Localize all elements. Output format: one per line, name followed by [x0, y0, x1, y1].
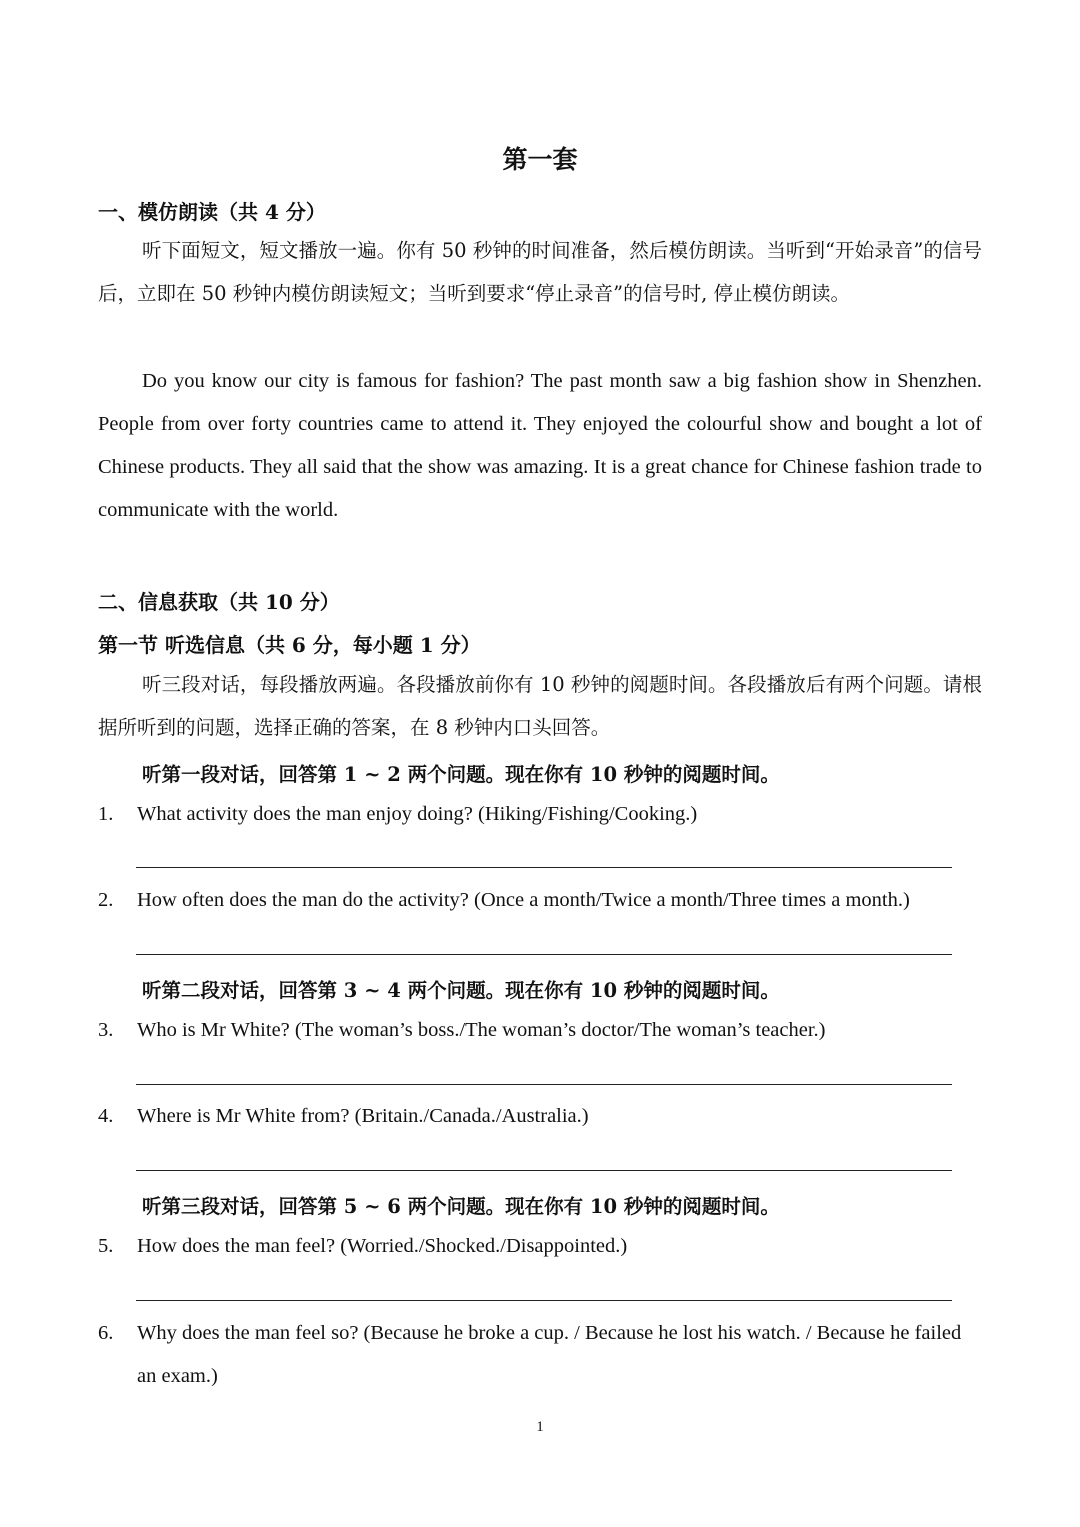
question-number: 2. — [98, 889, 114, 911]
section2-instructions: 听三段对话，每段播放两遍。各段播放前你有 10 秒钟的阅题时间。各段播放后有两个问题。请根据所听到的问题，选择正确的答案，在 8 秒钟内口头回答。 — [98, 673, 982, 739]
answer-line-3 — [136, 1084, 952, 1085]
section1-heading: 一、模仿朗读（共 4 分） — [98, 200, 326, 224]
dialogue-2-instruction: 听第二段对话，回答第 3 ~ 4 两个问题。现在你有 10 秒钟的阅题时间。 — [142, 979, 780, 1002]
part1-heading: 第一节 听选信息（共 6 分，每小题 1 分） — [98, 633, 481, 657]
question-text: What activity does the man enjoy doing? (Hiking/Fishing/Cooking.) — [137, 803, 698, 825]
question-text: Where is Mr White from? (Britain./Canada./Australia.) — [137, 1105, 589, 1127]
answer-line-4 — [136, 1170, 952, 1171]
section1-instructions: 听下面短文，短文播放一遍。你有 50 秒钟的时间准备，然后模仿朗读。当听到“开始录音”的信号后，立即在 50 秒钟内模仿朗读短文；当听到要求“停止录音”的信号时, 停止模仿朗读。 — [98, 239, 982, 305]
question-4 — [98, 1095, 982, 1138]
question-2 — [98, 879, 982, 922]
dialogue-1-instruction: 听第一段对话，回答第 1 ~ 2 两个问题。现在你有 10 秒钟的阅题时间。 — [142, 763, 780, 786]
dialogue-3-instruction: 听第三段对话，回答第 5 ~ 6 两个问题。现在你有 10 秒钟的阅题时间。 — [142, 1195, 780, 1218]
question-text: Who is Mr White? (The woman’s boss./The woman’s doctor/The woman’s teacher.) — [137, 1019, 826, 1041]
question-number: 1. — [98, 803, 114, 825]
answer-line-5 — [136, 1300, 952, 1301]
question-text: How often does the man do the activity? (Once a month/Twice a month/Three times a month.) — [137, 889, 910, 911]
question-1 — [98, 793, 982, 836]
question-number: 4. — [98, 1105, 114, 1127]
page-number: 1 — [536, 1419, 544, 1435]
question-number: 6. — [98, 1322, 114, 1344]
page-title: 第一套 — [502, 145, 578, 174]
question-number: 5. — [98, 1235, 114, 1257]
question-text: Why does the man feel so? (Because he broke a cup. / Because he lost his watch. / Because he failed an exam.) — [137, 1322, 962, 1387]
question-text: How does the man feel? (Worried./Shocked./Disappointed.) — [137, 1235, 628, 1257]
section2-heading: 二、信息获取（共 10 分） — [98, 590, 340, 614]
answer-line-2 — [136, 954, 952, 955]
question-6 — [98, 1312, 982, 1398]
question-number: 3. — [98, 1019, 114, 1041]
question-3 — [98, 1009, 982, 1052]
question-5 — [98, 1225, 982, 1268]
answer-line-1 — [136, 867, 952, 868]
reading-passage: Do you know our city is famous for fashion? The past month saw a big fashion show in Shenzhen. People from over forty countries came to attend it. They enjoyed the colourful show and bought a lot of Chinese products. They all said that the show was amazing. It is a great chance for Chinese fashion trade to communicate with the world. — [98, 370, 982, 521]
